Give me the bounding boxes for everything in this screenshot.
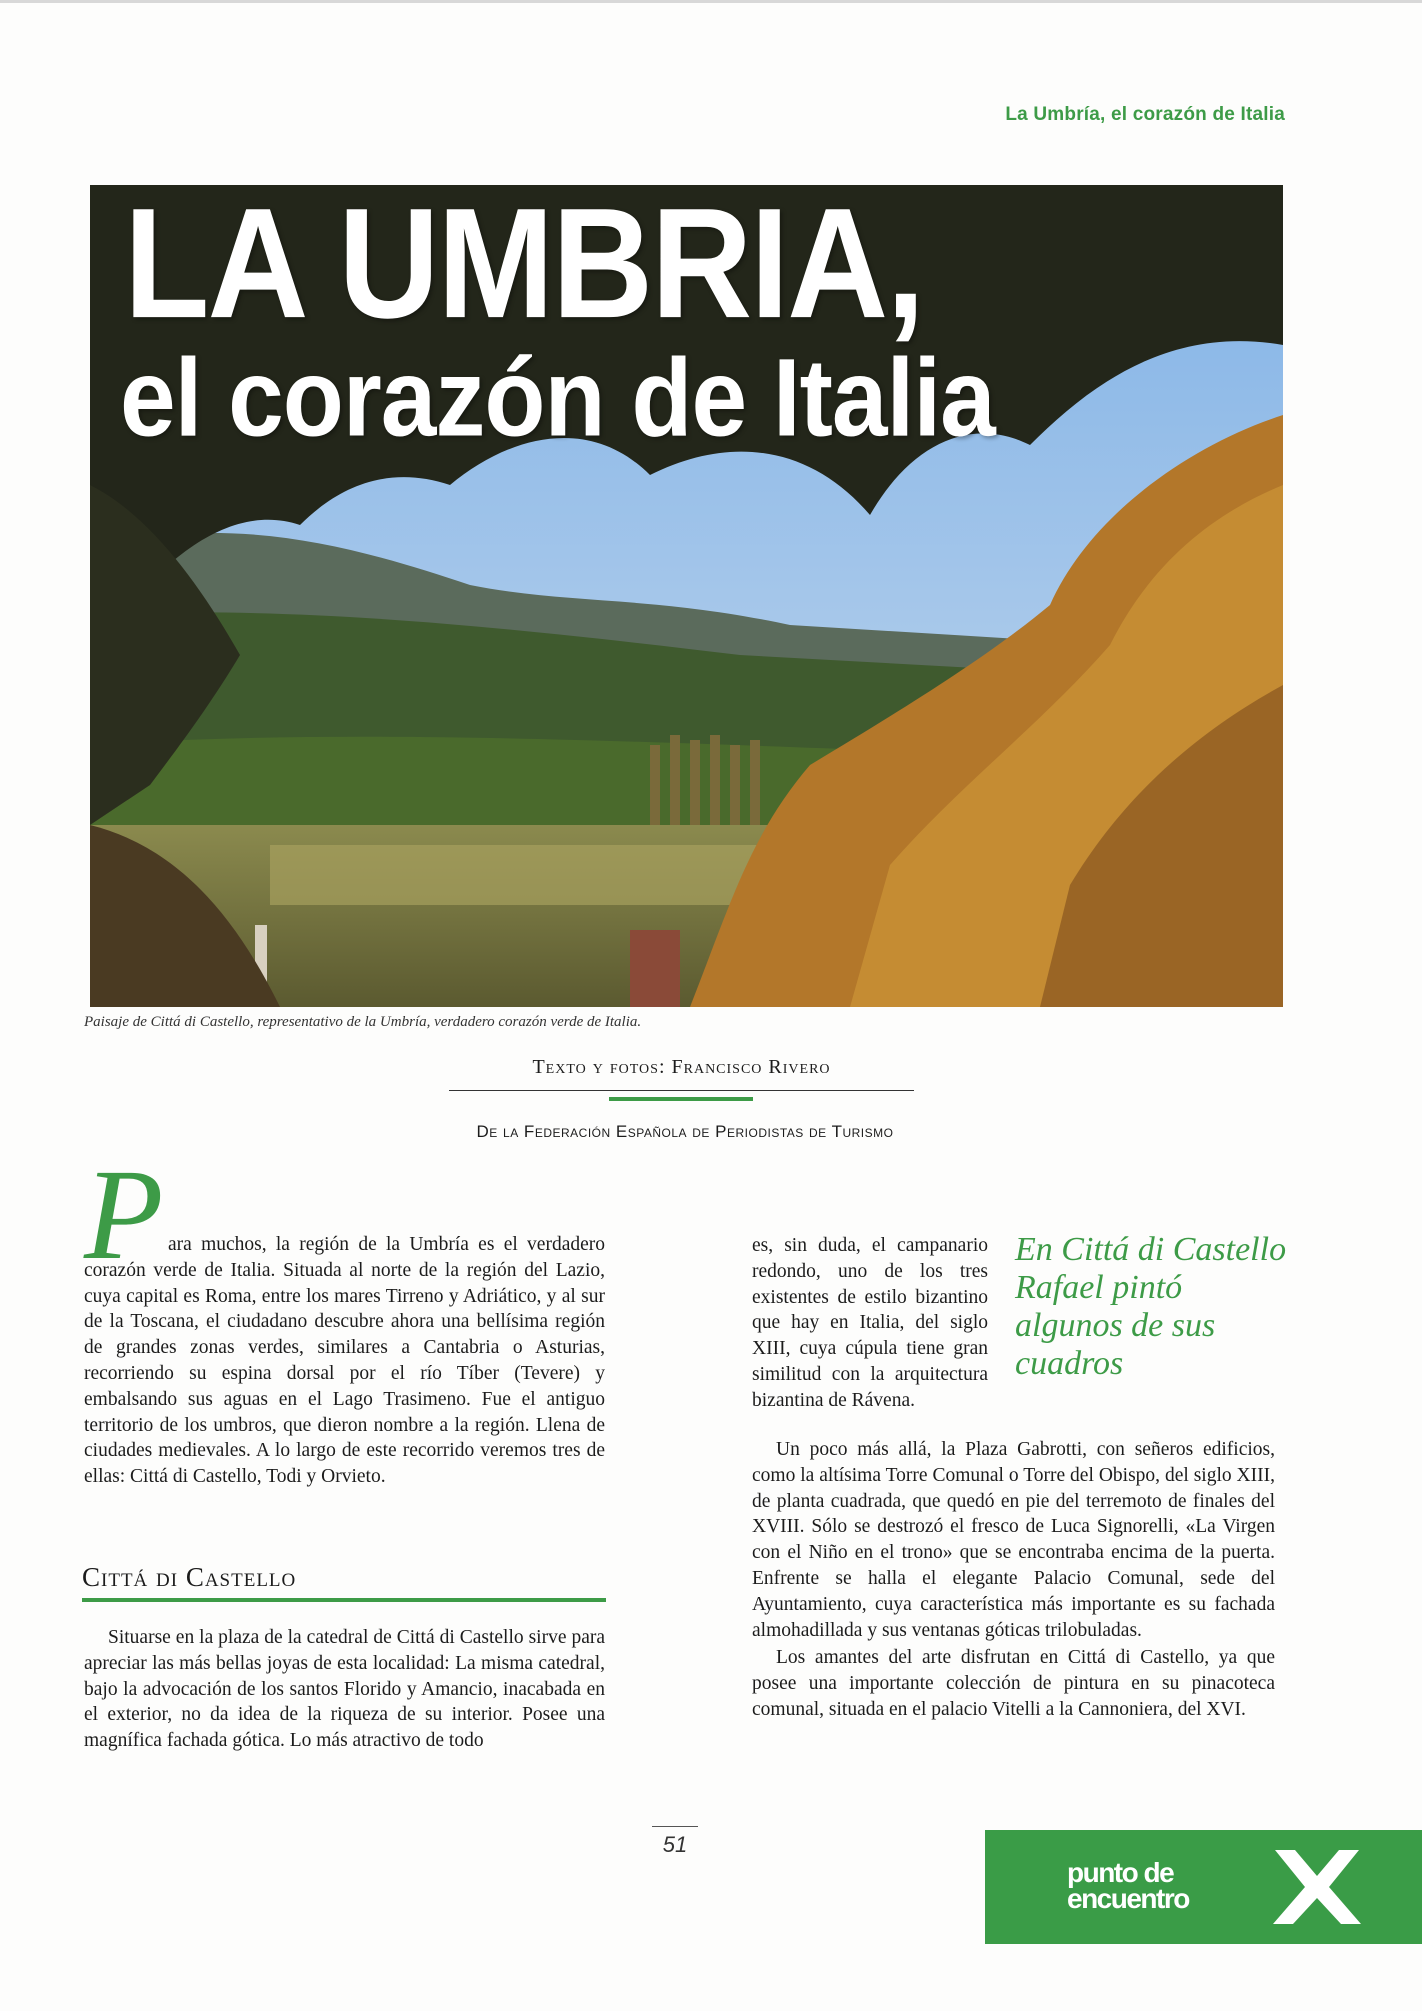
right-column-body (752, 1437, 1275, 1723)
left-paragraph: Situarse en la plaza de la catedral de Cittá di Castello sirve para apreciar las más bellas joyas de esta localidad: La misma catedral, bajo la advocación de los santos Florido y Amancio, inacabada en el exterior, no da idea de la riqueza de su interior. Posee una magnífica fachada gótica. Lo más atractivo de todo (84, 1627, 605, 1752)
brand-line2: encuentro (1067, 1883, 1189, 1914)
top-edge-line (0, 0, 1422, 3)
intro-paragraph (84, 1232, 605, 1490)
right-column-top (752, 1233, 988, 1414)
pull-quote: En Cittá di Castello Rafael pintó algunos de sus cuadros (1015, 1231, 1287, 1382)
x-cross-icon (1267, 1844, 1367, 1930)
brand-logo-text (1067, 1857, 1189, 1914)
right-paragraph-2: Los amantes del arte disfrutan en Cittá di Castello, ya que posee una importante colección de pintura en su pinacoteca comunal, situada en el palacio Vitelli a la Cannoniera, del XVI. (752, 1647, 1275, 1720)
brand-line1: punto de (1067, 1857, 1174, 1888)
page-number: 51 (662, 1832, 688, 1857)
section-rule (82, 1598, 606, 1602)
byline-accent-rule (609, 1097, 753, 1101)
hero-photo (90, 185, 1283, 1007)
right-paragraph-1: Un poco más allá, la Plaza Gabrotti, con señeros edificios, como la altísima Torre Comunal o Torre del Obispo, del siglo XIII, de planta cuadrada, que quedó en pie del terremoto de finales del XVIII. Sólo se destrozó el fresco de Luca Signorelli, «La Virgen con el Niño en el trono» que se encontraba encima de la puerta. Enfrente se halla el elegante Palacio Comunal, sede del Ayuntamiento, cuya característica más importante es su fachada almohadillada y sus ventanas góticas trilobuladas. (752, 1439, 1275, 1641)
byline: Texto y fotos: Francisco Rivero (532, 1056, 831, 1078)
author-affiliation: De la Federación Española de Periodistas de Turismo (476, 1122, 894, 1141)
intro-text: ara muchos, la región de la Umbría es el verdadero corazón verde de Italia. Situada al norte de la región del Lazio, cuya capital es Roma, entre los mares Tirreno y Adriático, y al sur de la Toscana, el ciudadano descubre ahora una bellísima región de grandes zonas verdes, similares a Cantabria o Asturias, recorriendo su espina dorsal por el río Tíber (Tevere) y embalsando sus aguas en el Lago Trasimeno. Fue el antiguo territorio de los umbros, que dieron nombre a la región. Llena de ciudades medievales. A lo largo de este recorrido veremos tres de ellas: Cittá di Castello, Todi y Orvieto. (84, 1234, 605, 1488)
drop-cap: P (84, 1143, 164, 1287)
byline-rule (449, 1090, 914, 1091)
brand-block (985, 1830, 1422, 1944)
headline-line2: el corazón de Italia (120, 336, 995, 460)
right-narrow-paragraph: es, sin duda, el campanario redondo, uno de los tres existentes de estilo bizantino que hay en Italia, del siglo XIII, cuya cúpula tiene gran similitud con la arquitectura bizantina de Rávena. (752, 1235, 988, 1411)
running-head: La Umbría, el corazón de Italia (1005, 104, 1285, 125)
left-column-body (84, 1625, 605, 1754)
photo-caption: Paisaje de Cittá di Castello, representativo de la Umbría, verdadero corazón verde de Italia. (84, 1014, 642, 1030)
section-heading: Cittá di Castello (82, 1562, 297, 1592)
folio-rule (652, 1826, 698, 1827)
headline-line1: LA UMBRIA, (124, 185, 924, 351)
